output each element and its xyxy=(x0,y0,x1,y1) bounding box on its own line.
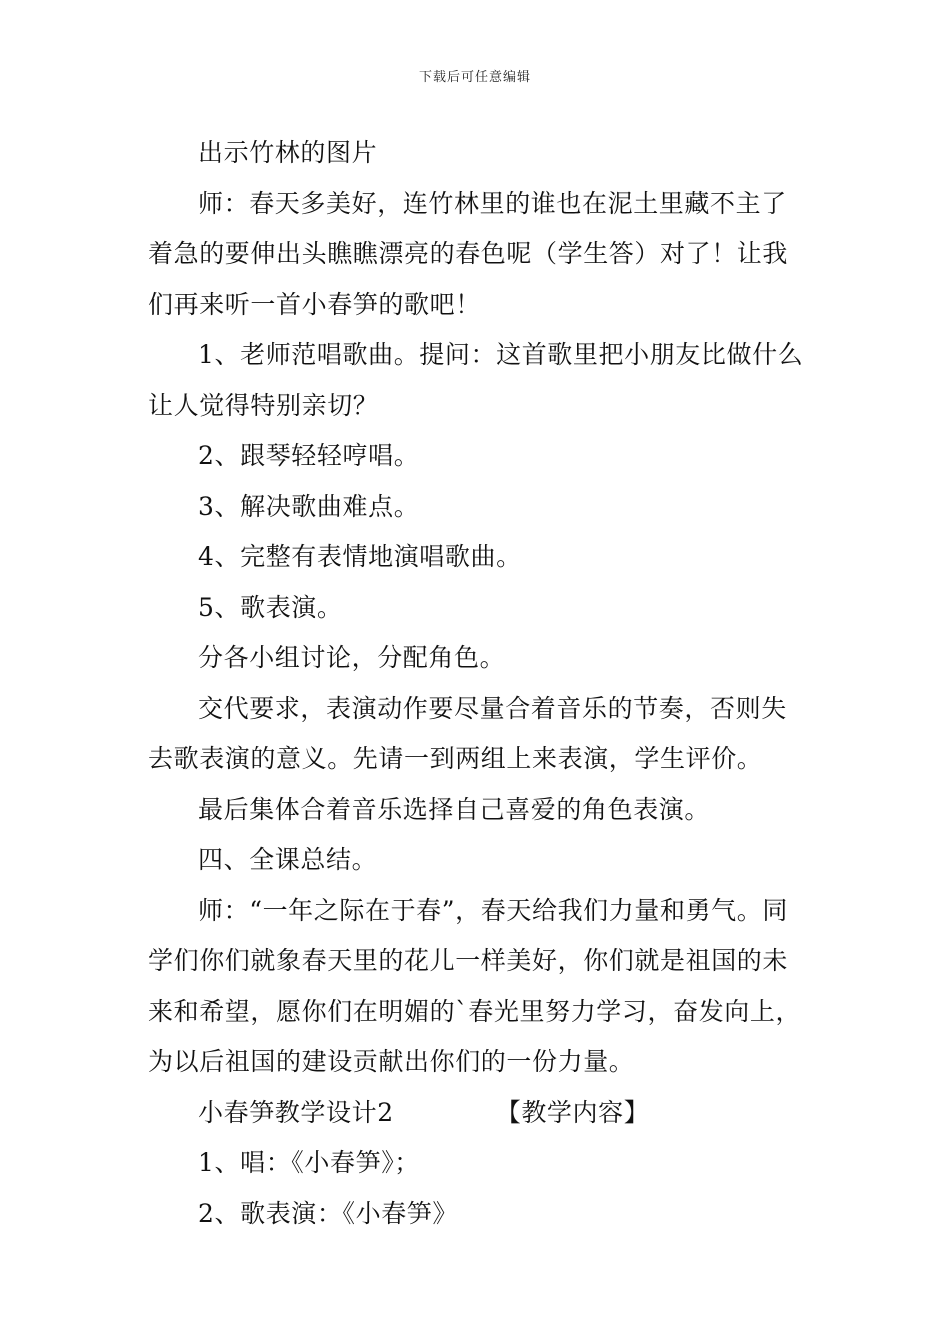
section-title: 小春笋教学设计2 xyxy=(198,1097,394,1127)
page-header-note: 下载后可任意编辑 xyxy=(418,70,531,85)
paragraph: 师：“一年之际在于春”，春天给我们力量和勇气。同学们你们就象春天里的花儿一样美好，你们就是祖国的未来和希望，愿你们在明媚的`春光里努力学习，奋发向上，为以后祖国的建设贡献出你们的一份力量。 xyxy=(148,895,802,1076)
paragraph: 5、歌表演。 xyxy=(198,592,343,622)
document-body xyxy=(148,128,808,1239)
section-bracket-label: 【教学内容】 xyxy=(495,1097,650,1127)
paragraph: 3、解决歌曲难点。 xyxy=(198,491,420,521)
paragraph: 分各小组讨论，分配角色。 xyxy=(198,643,506,672)
paragraph: 最后集体合着音乐选择自己喜爱的角色表演。 xyxy=(198,794,711,824)
paragraph: 交代要求，表演动作要尽量合着音乐的节奏，否则失去歌表演的意义。先请一到两组上来表演，学生评价。 xyxy=(148,693,787,773)
section-item: 1、唱：《小春笋》； xyxy=(198,1148,420,1177)
paragraph: 四、全课总结。 xyxy=(198,845,378,874)
paragraph: 师：春天多美好，连竹林里的谁也在泥土里藏不主了着急的要伸出头瞧瞧漂亮的春色呢（学生答）对了！让我们再来听一首小春笋的歌吧！ xyxy=(148,188,789,319)
paragraph: 2、跟琴轻轻哼唱。 xyxy=(198,441,420,470)
section-heading xyxy=(148,1088,808,1139)
paragraph: 4、完整有表情地演唱歌曲。 xyxy=(198,542,522,571)
paragraph: 出示竹林的图片 xyxy=(198,138,378,167)
paragraph: 1、老师范唱歌曲。提问：这首歌里把小朋友比做什么让人觉得特别亲切？ xyxy=(148,340,804,420)
section-item: 2、歌表演：《小春笋》 xyxy=(198,1198,459,1228)
